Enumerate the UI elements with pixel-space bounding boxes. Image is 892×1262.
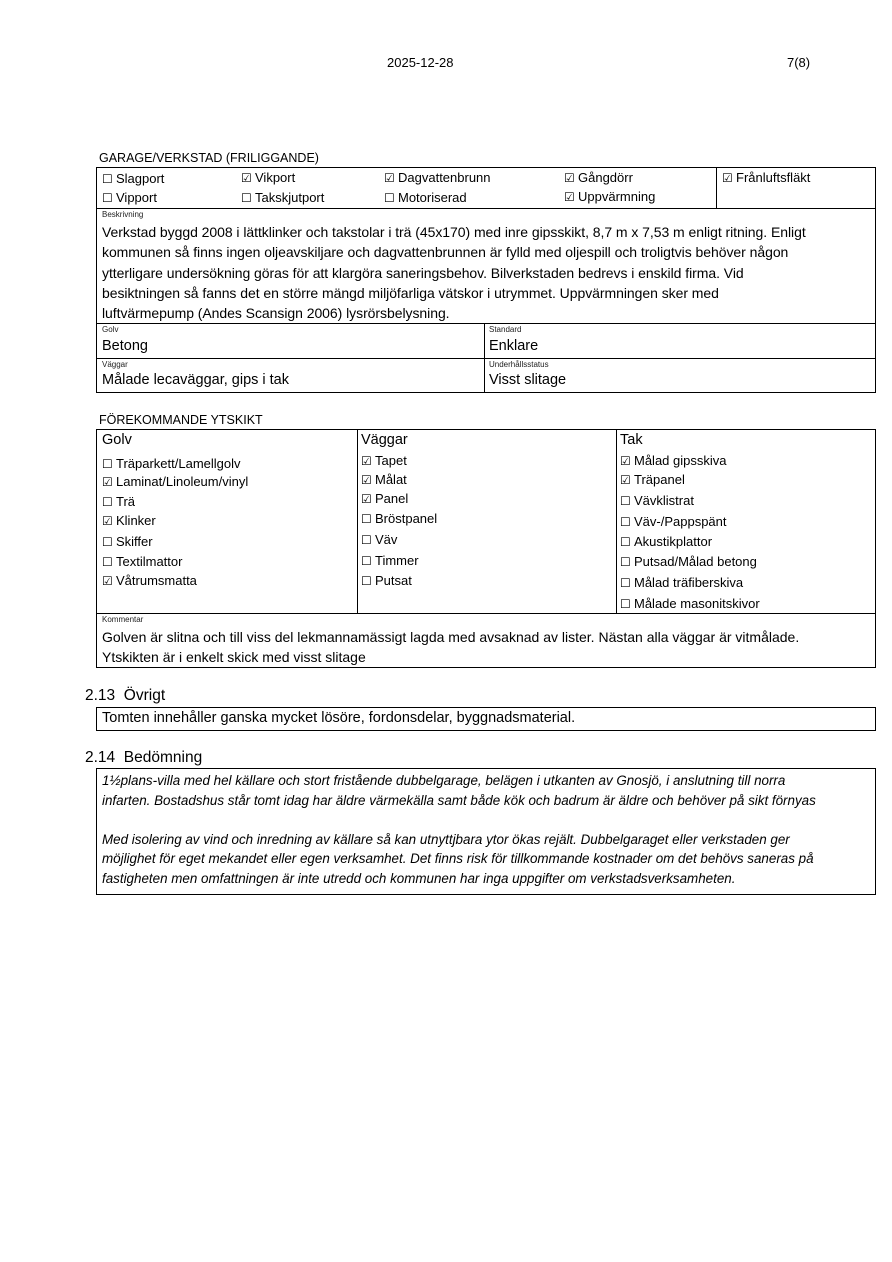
standard-value: Enklare — [489, 338, 539, 354]
checkbox-malat[interactable]: ☑ Målat — [361, 472, 407, 487]
checkbox-traparkett[interactable]: ☐ Träparkett/Lamellgolv — [102, 456, 241, 471]
checkbox-tapet[interactable]: ☑ Tapet — [361, 453, 407, 468]
checkbox-gangdorr[interactable]: ☑ Gångdörr — [564, 170, 633, 185]
bedomning-heading: 2.14 Bedömning — [85, 749, 203, 766]
checkbox-laminat[interactable]: ☑ Laminat/Linoleum/vinyl — [102, 474, 249, 489]
ytskikt-section-title: FÖREKOMMANDE YTSKIKT — [99, 413, 263, 427]
checkbox-trapanel[interactable]: ☑ Träpanel — [620, 472, 685, 487]
garage-table — [96, 167, 876, 393]
checkbox-skiffer[interactable]: ☐ Skiffer — [102, 534, 153, 549]
page-number: 7(8) — [787, 55, 811, 70]
checkbox-malad-trafiberskiva[interactable]: ☐ Målad träfiberskiva — [620, 575, 744, 590]
kommentar-text: Golven är slitna och till viss del lekmannamässigt lagda med avsaknad av lister. Nästan alla väggar är vitmålade. Ytskikten är i enkelt skick med visst slitage — [102, 629, 800, 666]
golv-value: Betong — [102, 338, 148, 354]
checkbox-vav-pappspant[interactable]: ☐ Väv-/Pappspänt — [620, 514, 727, 529]
beskrivning-label: Beskrivning — [102, 210, 144, 219]
checkbox-textilmattor[interactable]: ☐ Textilmattor — [102, 554, 183, 569]
checkbox-timmer[interactable]: ☐ Timmer — [361, 553, 419, 568]
bedomning-box — [96, 768, 876, 895]
checkbox-vavklistrat[interactable]: ☐ Vävklistrat — [620, 493, 694, 508]
underhall-label: Underhållsstatus — [489, 360, 549, 369]
garage-section-title: GARAGE/VERKSTAD (FRILIGGANDE) — [99, 151, 319, 165]
checkbox-vikport[interactable]: ☑ Vikport — [241, 170, 296, 185]
standard-label: Standard — [489, 325, 522, 334]
checkbox-malad-gipsskiva[interactable]: ☑ Målad gipsskiva — [620, 453, 727, 468]
checkbox-akustikplattor[interactable]: ☐ Akustikplattor — [620, 534, 713, 549]
underhall-value: Visst slitage — [489, 372, 567, 388]
beskrivning-text: Verkstad byggd 2008 i lättklinker och takstolar i trä (45x170) med inre gipsskikt, 8,7 m x 7,53 m enligt ritning. Enligt kommunen så finns ingen oljeavskiljare och dagvattenbrunnen är fylld med oljespill och troligtvis behöver någon ytterligare undersökning göras för att klargöra saneringsbehov. Bilverkstaden bedrevs i enskild firma. Vid besiktningen så fanns det en större mängd miljöfarliga vätskor i utrymmet. Uppvärmningen sker med luftvärmepump (Andes Scansign 2006) lysrörsbelysning. — [102, 224, 806, 322]
page-date: 2025-12-28 — [387, 55, 454, 70]
checkbox-putsat[interactable]: ☐ Putsat — [361, 573, 412, 588]
ytskikt-table — [96, 429, 876, 668]
checkbox-dagvattenbrunn[interactable]: ☑ Dagvattenbrunn — [384, 170, 491, 185]
checkbox-vatrumsmatta[interactable]: ☑ Våtrumsmatta — [102, 573, 197, 588]
checkbox-slagport[interactable]: ☐ Slagport — [102, 171, 165, 186]
checkbox-malade-masonitskivor[interactable]: ☐ Målade masonitskivor — [620, 596, 760, 611]
checkbox-motoriserad[interactable]: ☐ Motoriserad — [384, 190, 467, 205]
checkbox-vav[interactable]: ☐ Väv — [361, 532, 398, 547]
column-heading-tak: Tak — [620, 432, 643, 448]
checkbox-brostpanel[interactable]: ☐ Bröstpanel — [361, 511, 438, 526]
checkbox-panel[interactable]: ☑ Panel — [361, 491, 409, 506]
golv-label: Golv — [102, 325, 119, 334]
vaggar-label: Väggar — [102, 360, 128, 369]
checkbox-tra[interactable]: ☐ Trä — [102, 494, 136, 509]
checkbox-klinker[interactable]: ☑ Klinker — [102, 513, 156, 528]
checkbox-takskjutport[interactable]: ☐ Takskjutport — [241, 190, 325, 205]
checkbox-putsad-betong[interactable]: ☐ Putsad/Målad betong — [620, 554, 757, 569]
ovrigt-text: Tomten innehåller ganska mycket lösöre, fordonsdelar, byggnadsmaterial. — [102, 710, 576, 726]
vaggar-value: Målade lecaväggar, gips i tak — [102, 372, 289, 388]
column-heading-vaggar: Väggar — [361, 432, 408, 448]
bedomning-text: 1½plans-villa med hel källare och stort fristående dubbelgarage, belägen i utkanten av Gnosjö, i anslutning till norra infarten. Bostadshus står tomt idag har äldre värmekälla samt både kök och badrum är äldre och behöver på sikt förnyas Med isolering av vind och inredning av källare så kan utnyttjbara ytor ökas rejält. Dubbelgaraget eller verkstaden ger möjlighet för eget mekandet eller egen verksamhet. Det finns risk för tillkommande kostnader om det behövs saneras på fastigheten men omfattningen är inte utredd och kommunen har inga uppgifter om verkstadsverksamheten. — [102, 773, 816, 886]
ovrigt-box — [96, 707, 876, 731]
kommentar-label: Kommentar — [102, 615, 144, 624]
checkbox-franluftsflakt[interactable]: ☑ Frånluftsfläkt — [722, 170, 811, 185]
column-heading-golv: Golv — [102, 432, 132, 448]
ovrigt-heading: 2.13 Övrigt — [85, 687, 166, 704]
checkbox-uppvarmning[interactable]: ☑ Uppvärmning — [564, 189, 656, 204]
checkbox-vipport[interactable]: ☐ Vipport — [102, 190, 157, 205]
